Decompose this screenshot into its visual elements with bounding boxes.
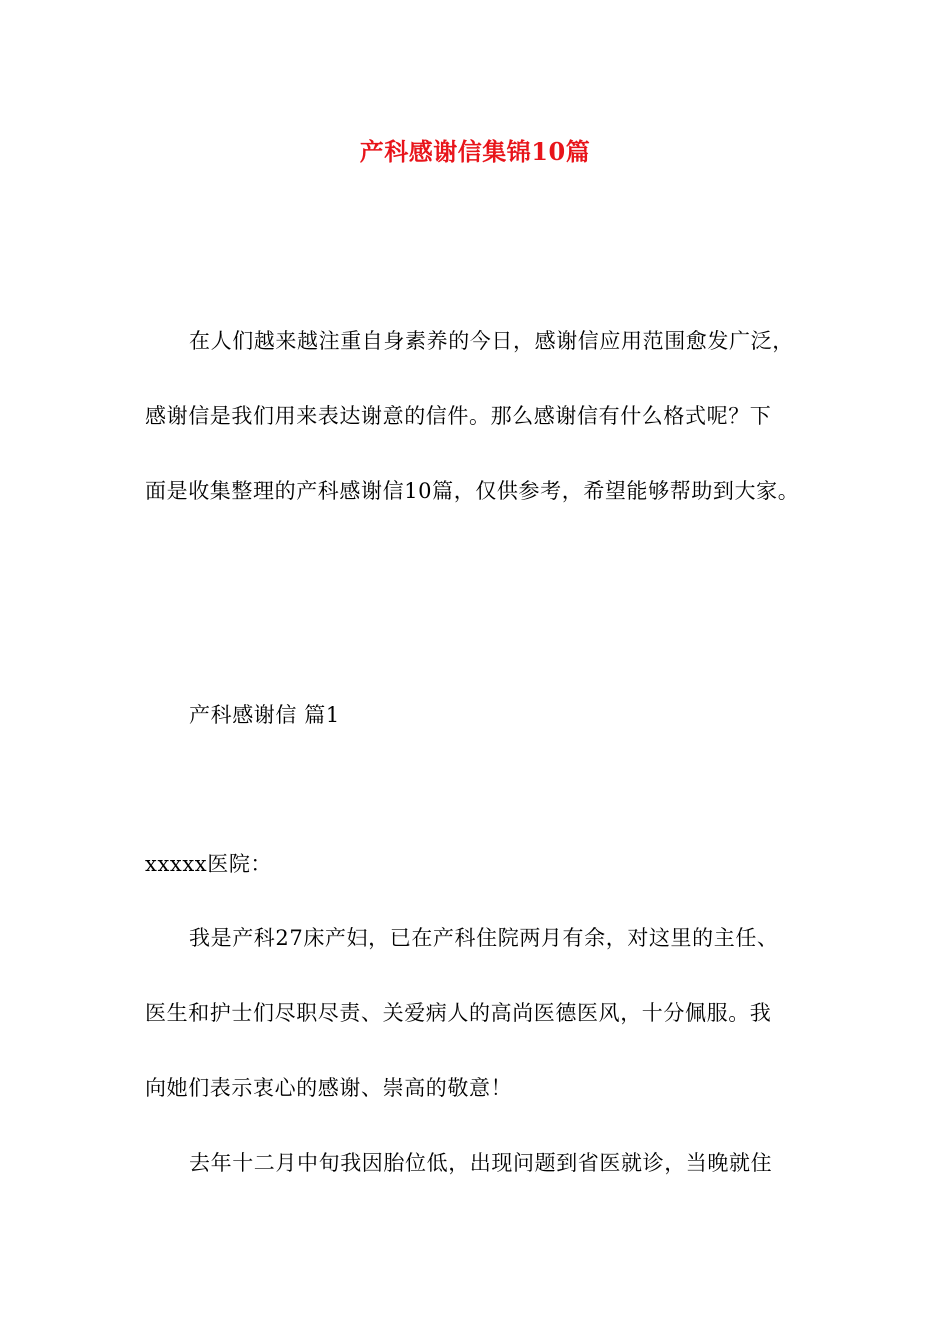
document-title: 产科感谢信集锦10篇 bbox=[359, 137, 591, 166]
intro-line-3: 面是收集整理的产科感谢信10篇，仅供参考，希望能够帮助到大家。 bbox=[145, 479, 800, 503]
section-heading: 产科感谢信 篇1 bbox=[189, 703, 340, 727]
body-line-4: 去年十二月中旬我因胎位低，出现问题到省医就诊，当晚就住 bbox=[189, 1151, 773, 1175]
intro-line-2: 感谢信是我们用来表达谢意的信件。那么感谢信有什么格式呢？下 bbox=[145, 404, 772, 428]
body-line-1: 我是产科27床产妇，已在产科住院两月有余，对这里的主任、 bbox=[189, 926, 779, 950]
salutation: xxxxx医院： bbox=[145, 852, 273, 876]
intro-line-1: 在人们越来越注重自身素养的今日，感谢信应用范围愈发广泛， bbox=[189, 329, 794, 353]
body-line-3: 向她们表示衷心的感谢、崇高的敬意！ bbox=[145, 1076, 513, 1100]
body-line-2: 医生和护士们尽职尽责、关爱病人的高尚医德医风，十分佩服。我 bbox=[145, 1001, 772, 1025]
